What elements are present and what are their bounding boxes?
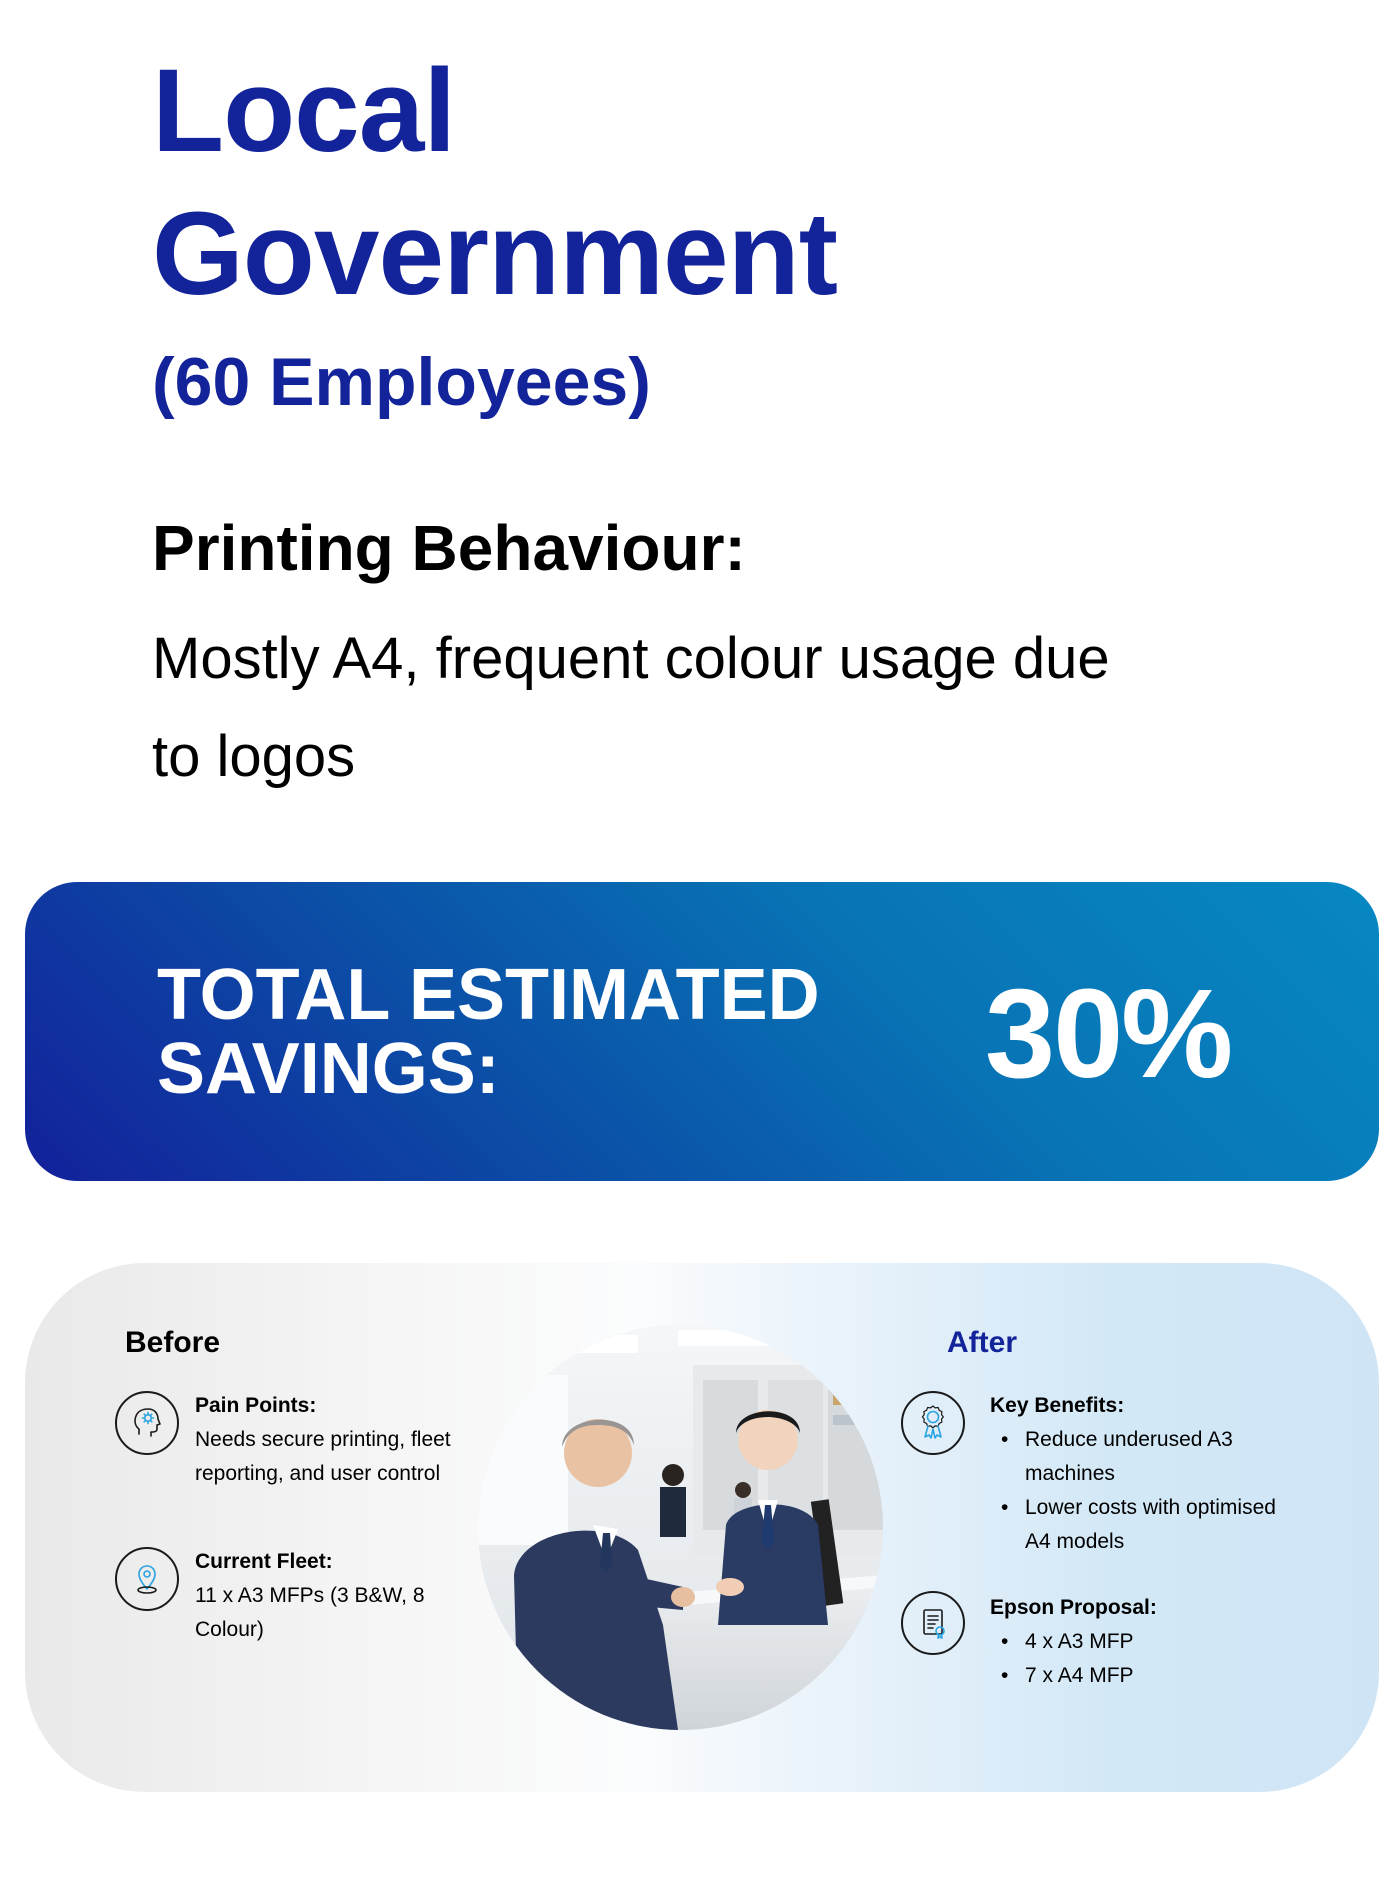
location-pin-icon <box>115 1547 179 1611</box>
proposal-item: • 7 x A4 MFP <box>991 1659 1291 1693</box>
epson-proposal-list <box>991 1625 1291 1693</box>
pain-points-text: Needs secure printing, fleet reporting, and user control <box>195 1428 451 1485</box>
before-after-card <box>25 1263 1379 1792</box>
epson-proposal-title: Epson Proposal: <box>990 1596 1157 1619</box>
before-heading: Before <box>125 1326 221 1359</box>
savings-value: 30% <box>985 963 1232 1104</box>
award-ribbon-icon <box>901 1391 965 1455</box>
current-fleet-title: Current Fleet: <box>195 1550 333 1573</box>
title-line-1: Local <box>152 45 456 177</box>
head-gear-icon <box>115 1391 179 1455</box>
savings-label-line-2: SAVINGS: <box>157 1029 500 1109</box>
key-benefit-item: • Lower costs with optimised A4 models <box>991 1491 1291 1559</box>
key-benefit-item: • Reduce underused A3 machines <box>991 1423 1291 1491</box>
printing-behaviour-heading: Printing Behaviour: <box>152 512 746 584</box>
office-meeting-photo <box>478 1325 883 1730</box>
savings-label <box>157 955 820 1109</box>
printing-behaviour-text: Mostly A4, frequent colour usage due to logos <box>152 626 1110 789</box>
current-fleet-text: 11 x A3 MFPs (3 B&W, 8 Colour) <box>195 1584 425 1641</box>
key-benefits-title: Key Benefits: <box>990 1394 1125 1417</box>
document-certificate-icon <box>901 1591 965 1655</box>
proposal-item: • 4 x A3 MFP <box>991 1625 1291 1659</box>
page-title <box>152 40 837 326</box>
employee-count-subtitle: (60 Employees) <box>152 344 651 420</box>
after-heading: After <box>947 1326 1018 1359</box>
savings-banner <box>25 882 1379 1181</box>
title-line-2: Government <box>152 188 838 320</box>
savings-label-line-1: TOTAL ESTIMATED <box>157 955 820 1035</box>
key-benefits-list <box>991 1423 1291 1559</box>
pain-points-title: Pain Points: <box>195 1394 317 1417</box>
